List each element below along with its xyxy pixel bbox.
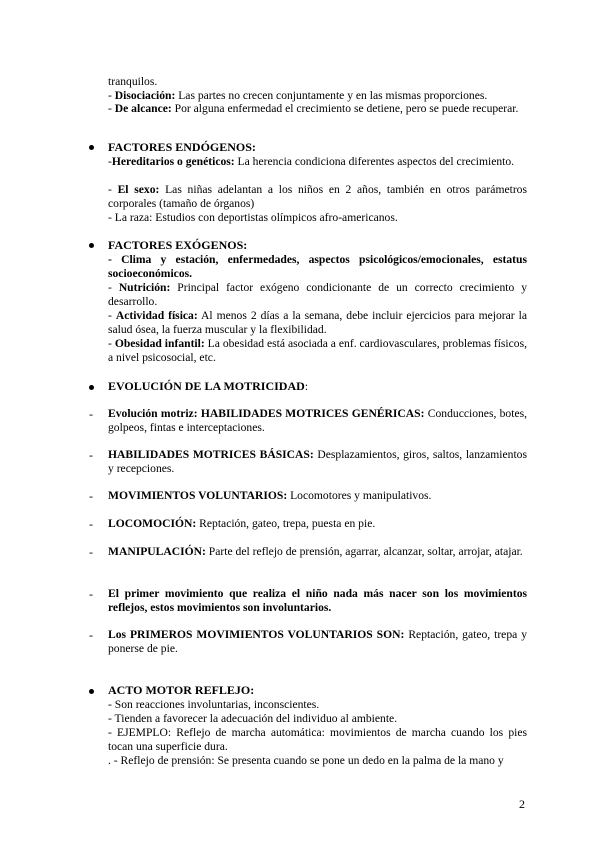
genericas-item [108,407,527,436]
obesidad-label: Obesidad infantil: [114,337,205,350]
hereditarios-label: Hereditarios o genéticos: [111,155,235,168]
nutricion-label: Nutrición: [118,281,171,294]
voluntarios-label: MOVIMIENTOS VOLUNTARIOS: [108,489,288,502]
basicas-label: HABILIDADES MOTRICES BÁSICAS: [108,448,314,461]
basicas-text: Desplazamientos, giros, saltos, lanzamientos y recepciones. [108,448,527,476]
genericas-label: Evolución motriz: HABILIDADES MOTRICES GENÉRICAS: [108,407,425,420]
primeros-text: Reptación, gateo, trepa y ponerse de pie. [108,628,528,656]
dash-marker: - [89,407,93,421]
page-number: 2 [519,797,525,811]
dash-marker: - [89,587,93,601]
dash-marker: - [89,628,93,642]
primeros-label: Los PRIMEROS MOVIMIENTOS VOLUNTARIOS SON: [108,628,405,641]
basicas-item [108,448,527,477]
clima-paragraph: - Clima y estación, enfermedades, aspectos psicológicos/emocionales, estatus socioeconómicos. [108,253,527,281]
actividad-text: Al menos 2 días a la semana, debe incluir ejercicios para mejorar la salud ósea, la fuerza muscular y la flexibilidad. [108,309,527,337]
reflejo-line-2: - Tienden a favorecer la adecuación del individuo al ambiente. [108,712,398,725]
bullet-icon [89,689,94,694]
dash-marker: - [89,517,93,531]
obesidad-text: La obesidad está asociada a enf. cardiovasculares, problemas físicos, a nivel psicosocial, etc. [108,337,528,365]
evolucion-heading [108,379,308,393]
genericas-text: Conducciones, botes, golpeos, fintas e interceptaciones. [108,407,527,435]
nutricion-text: Principal factor exógeno condicionante de un correcto crecimiento y desarrollo. [108,281,528,309]
sexo-text: Las niñas adelantan a los niños en 2 años, también en otros parámetros corporales (tamaño de órganos) [108,183,527,211]
dash-marker: - [89,448,93,462]
actividad-paragraph: - Actividad física: Al menos 2 días a la semana, debe incluir ejercicios para mejorar la salud ósea, la fuerza muscular y la flexibilidad. [108,309,527,337]
locomocion-label: LOCOMOCIÓN: [108,517,197,530]
alcance-paragraph: - De alcance: Por alguna enfermedad el crecimiento se detiene, pero se puede recuperar. [108,102,519,115]
nutricion-paragraph: - Nutrición: Principal factor exógeno condicionante de un correcto crecimiento y desarrollo. [108,281,528,309]
primer-movimiento-item: El primer movimiento que realiza el niño nada más nacer son los movimientos reflejos, estos movimientos son involuntarios. [108,587,527,615]
sexo-label: El sexo: [117,183,160,196]
bullet-icon [89,145,94,150]
obesidad-paragraph: - Obesidad infantil: La obesidad está asociada a enf. cardiovasculares, problemas físicos, a nivel psicosocial, etc. [108,337,528,365]
reflejo-line-1: - Son reacciones involuntarias, inconscientes. [108,698,320,711]
evolucion-colon: : [304,379,309,393]
raza-line: - La raza: Estudios con deportistas olímpicos afro-americanos. [108,211,398,224]
bullet-icon [89,243,94,248]
voluntarios-text: Locomotores y manipulativos. [287,489,432,502]
dash-marker: - [89,489,93,503]
reflejo-heading: ACTO MOTOR REFLEJO: [108,683,255,697]
evolucion-title: EVOLUCIÓN DE LA MOTRICIDAD [108,379,305,393]
reflejo-line-4: . - Reflejo de prensión: Se presenta cuando se pone un dedo en la palma de la mano y [108,754,504,767]
hereditarios-paragraph: -Hereditarios o genéticos: La herencia condiciona diferentes aspectos del crecimiento. [108,155,515,168]
reflejo-line-3: - EJEMPLO: Reflejo de marcha automática: movimientos de marcha cuando los pies tocan una superficie dura. [108,726,527,754]
bullet-icon [89,385,94,390]
actividad-label: Actividad física: [115,309,198,322]
manipulacion-text: Parte del reflejo de prensión, agarrar, alcanzar, soltar, arrojar, atajar. [205,545,523,558]
manipulacion-label: MANIPULACIÓN: [108,545,206,558]
intro-line: tranquilos. [108,75,158,88]
disociacion-text: Las partes no crecen conjuntamente y en las mismas proporciones. [175,89,488,102]
alcance-text: Por alguna enfermedad el crecimiento se detiene, pero se puede recuperar. [171,102,519,115]
voluntarios-item [108,489,527,503]
endogenos-heading: FACTORES ENDÓGENOS: [108,140,256,154]
locomocion-item [108,517,527,531]
primeros-item [108,628,527,657]
disociacion-label: Disociación: [114,89,176,102]
exogenos-heading: FACTORES EXÓGENOS: [108,238,248,252]
dash-marker: - [89,545,93,559]
disociacion-paragraph: - Disociación: Las partes no crecen conjuntamente y en las mismas proporciones. [108,89,488,102]
alcance-label: De alcance: [114,102,172,115]
locomocion-text: Reptación, gateo, trepa, puesta en pie. [196,517,376,530]
sexo-paragraph: - El sexo: Las niñas adelantan a los niños en 2 años, también en otros parámetros corporales (tamaño de órganos) [108,183,527,211]
hereditarios-text: La herencia condiciona diferentes aspectos del crecimiento. [234,155,515,168]
manipulacion-item [108,545,527,559]
